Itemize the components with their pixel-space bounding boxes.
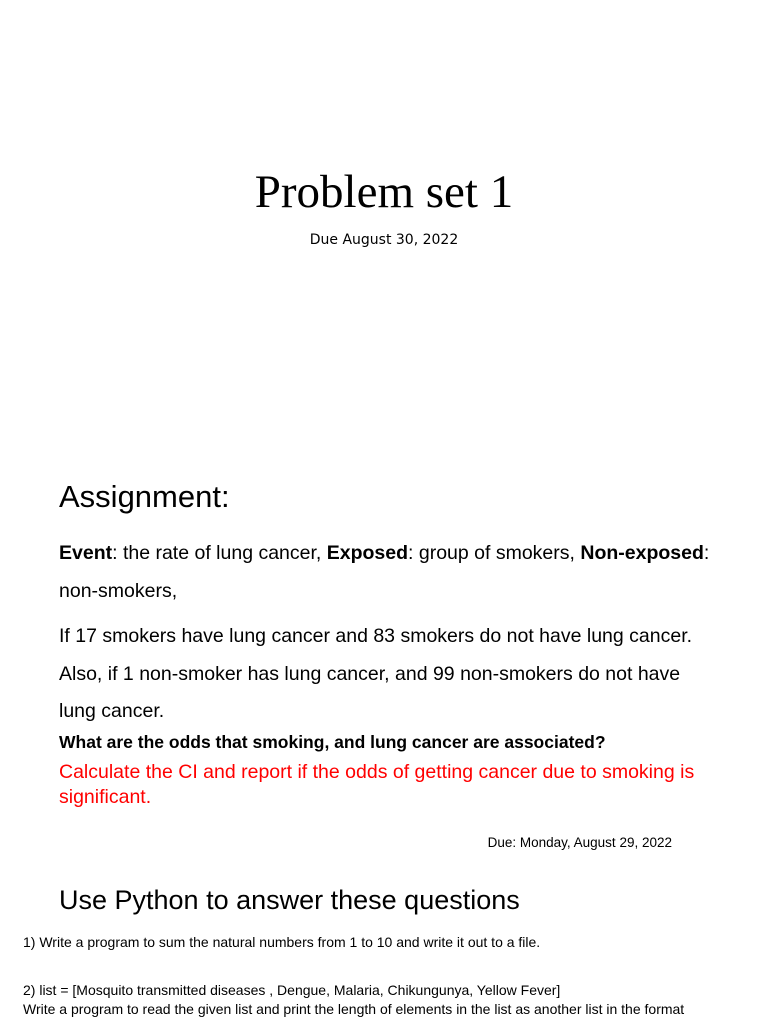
scenario-paragraph: If 17 smokers have lung cancer and 83 smokers do not have lung cancer. Also, if 1 non-smoker has lung cancer, and 99 non-smokers do not have lung cancer. — [59, 625, 693, 722]
python-question-2: 2) list = [Mosquito transmitted diseases , Dengue, Malaria, Chikungunya, Yellow Fever] — [23, 982, 561, 998]
nonexposed-text: : non-smokers, — [59, 542, 710, 602]
assignment-due-date: Due: Monday, August 29, 2022 — [487, 835, 672, 850]
exposed-text: : group of smokers, — [408, 542, 581, 564]
event-text: : the rate of lung cancer, — [112, 542, 327, 564]
python-section-heading: Use Python to answer these questions — [59, 885, 520, 915]
page-subtitle-due-date: Due August 30, 2022 — [309, 232, 459, 248]
assignment-task: Calculate the CI and report if the odds of getting cancer due to smoking is significant. — [59, 761, 695, 808]
nonexposed-label: Non-exposed — [580, 542, 704, 564]
python-question-1: 1) Write a program to sum the natural numbers from 1 to 10 and write it out to a file. — [23, 934, 541, 950]
event-label: Event — [59, 542, 113, 564]
exposed-label: Exposed — [326, 542, 409, 564]
python-question-2-description: Write a program to read the given list and print the length of elements in the list as another list in the format — [23, 1001, 685, 1017]
definitions-paragraph — [59, 535, 719, 610]
assignment-question: What are the odds that smoking, and lung cancer are associated? — [59, 732, 606, 752]
page-title: Problem set 1 — [254, 166, 514, 218]
assignment-heading: Assignment: — [59, 479, 230, 514]
